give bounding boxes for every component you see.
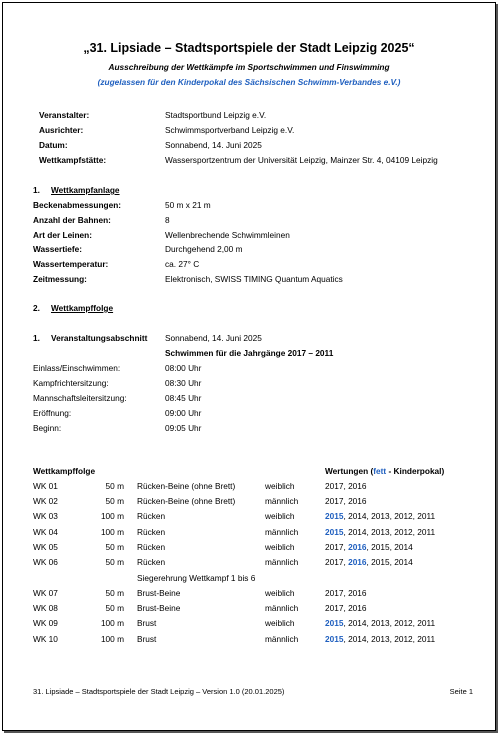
facility-label: Wassertemperatur:	[33, 259, 109, 269]
siegerehrung-row	[3, 573, 495, 586]
wk-header-label: Wettkampffolge	[33, 466, 96, 476]
wk-row	[3, 542, 495, 555]
facility-value: 50 m x 21 m	[165, 200, 211, 210]
facility-value: Wellenbrechende Schwimmleinen	[165, 230, 290, 240]
wk-row	[3, 634, 495, 647]
wertung-years: 2017, 2016	[325, 496, 367, 507]
wertung-years: 2017,	[325, 541, 349, 552]
facility-row	[3, 215, 495, 228]
wertung-years: , 2015, 2014	[366, 557, 413, 567]
wk-discipline: Rücken	[137, 541, 166, 552]
document-subtitle: Ausschreibung der Wettkämpfe im Sportschwimmen und Finswimming	[108, 62, 390, 72]
wk-header-row	[3, 466, 495, 479]
info-label: Veranstalter:	[39, 110, 90, 120]
wk-distance: 50 m	[105, 557, 124, 567]
facility-value: 8	[165, 215, 170, 225]
wk-wertungen	[325, 634, 435, 644]
wertungen-suffix: - Kinderpokal)	[386, 466, 445, 476]
wk-wertungen	[325, 496, 367, 506]
section-number: 2.	[33, 303, 40, 313]
wk-discipline: Rücken-Beine (ohne Brett)	[137, 496, 236, 507]
wk-row	[3, 527, 495, 540]
wertung-kinderpokal-year: 2015	[325, 526, 344, 537]
wk-wertungen	[325, 542, 413, 552]
time-label: Einlass/Einschwimmen:	[33, 363, 121, 373]
time-label: Beginn:	[33, 423, 62, 433]
wk-number: WK 02	[33, 496, 58, 507]
jahrgaenge-row	[3, 348, 495, 361]
wk-gender: männlich	[265, 496, 299, 507]
section-number: 1.	[33, 185, 40, 195]
abschnitt-number: 1.	[33, 333, 40, 343]
time-label: Kampfrichtersitzung:	[33, 378, 109, 388]
wertungen-prefix: Wertungen (	[325, 466, 374, 476]
section-title: Wettkampfanlage	[51, 185, 120, 195]
wk-number: WK 07	[33, 588, 58, 598]
wk-number: WK 03	[33, 511, 58, 522]
wertung-kinderpokal-year: 2016	[348, 541, 367, 552]
info-label: Datum:	[39, 140, 68, 150]
info-label: Ausrichter:	[39, 125, 84, 135]
wk-discipline: Rücken	[137, 511, 166, 522]
wk-gender: weiblich	[265, 588, 295, 598]
wertung-years: , 2015, 2014	[366, 541, 413, 552]
info-value: Stadtsportbund Leipzig e.V.	[165, 110, 267, 120]
wertungen-header	[325, 466, 444, 476]
wk-wertungen	[325, 557, 413, 567]
time-value: 09:05 Uhr	[165, 423, 202, 433]
wk-number: WK 10	[33, 633, 58, 644]
time-value: 08:00 Uhr	[165, 363, 202, 373]
wertung-years: 2017, 2016	[325, 603, 367, 614]
wk-distance: 50 m	[105, 481, 124, 491]
facility-value: ca. 27° C	[165, 259, 200, 269]
wk-gender: weiblich	[265, 541, 295, 552]
info-value: Sonnabend, 14. Juni 2025	[165, 140, 262, 150]
wk-number: WK 06	[33, 557, 58, 567]
section-heading-wettkampffolge	[33, 303, 113, 313]
wk-gender: männlich	[265, 633, 299, 644]
wertung-years: 2017, 2016	[325, 481, 367, 491]
wk-wertungen	[325, 527, 435, 537]
facility-row	[3, 274, 495, 287]
time-row	[3, 378, 495, 391]
wk-distance: 100 m	[100, 618, 124, 629]
abschnitt-date: Sonnabend, 14. Juni 2025	[165, 333, 262, 343]
time-value: 08:30 Uhr	[165, 378, 202, 388]
facility-row	[3, 230, 495, 243]
wk-wertungen	[325, 481, 367, 491]
wertung-years: 2017, 2016	[325, 588, 367, 598]
section-title: Wettkampffolge	[51, 303, 114, 313]
wk-gender: weiblich	[265, 481, 295, 491]
wk-gender: männlich	[265, 557, 299, 567]
wertung-kinderpokal-year: 2015	[325, 633, 344, 644]
footer-left: 31. Lipsiade – Stadtsportspiele der Stadt Leipzig – Version 1.0 (20.01.2025)	[33, 687, 285, 696]
time-row	[3, 423, 495, 436]
wk-discipline: Rücken-Beine (ohne Brett)	[137, 481, 236, 491]
siegerehrung-text: Siegerehrung Wettkampf 1 bis 6	[137, 573, 256, 583]
wk-distance: 100 m	[100, 526, 124, 537]
wertung-kinderpokal-year: 2015	[325, 511, 344, 522]
info-value: Wassersportzentrum der Universität Leipzig, Mainzer Str. 4, 04109 Leipzig	[165, 155, 438, 165]
wertung-years: , 2014, 2013, 2012, 2011	[343, 618, 436, 629]
wertung-years: 2017,	[325, 557, 349, 567]
info-label: Wettkampfstätte:	[39, 155, 107, 165]
info-row	[3, 155, 495, 168]
wk-row	[3, 557, 495, 570]
wk-discipline: Rücken	[137, 557, 166, 567]
wk-number: WK 09	[33, 618, 58, 629]
footer-page-number: Seite 1	[449, 687, 473, 696]
document-page	[2, 2, 496, 731]
info-row	[3, 140, 495, 153]
wk-discipline: Brust-Beine	[137, 603, 181, 614]
wk-distance: 50 m	[105, 588, 124, 598]
time-label: Mannschaftsleitersitzung:	[33, 393, 127, 403]
wk-distance: 100 m	[100, 511, 124, 522]
time-row	[3, 363, 495, 376]
wk-number: WK 04	[33, 526, 58, 537]
time-value: 09:00 Uhr	[165, 408, 202, 418]
wk-row	[3, 588, 495, 601]
wk-row	[3, 481, 495, 494]
wk-number: WK 05	[33, 541, 58, 552]
wk-distance: 50 m	[105, 603, 124, 614]
time-value: 08:45 Uhr	[165, 393, 202, 403]
wk-wertungen	[325, 603, 367, 613]
document-subtitle-blue: (zugelassen für den Kinderpokal des Sächsischen Schwimm-Verbandes e.V.)	[97, 77, 401, 87]
wk-gender: weiblich	[265, 511, 295, 522]
facility-row	[3, 200, 495, 213]
section-heading-wettkampfanlage	[33, 185, 120, 195]
wk-number: WK 08	[33, 603, 58, 614]
info-row	[3, 125, 495, 138]
wertung-kinderpokal-year: 2016	[348, 557, 367, 567]
wk-distance: 50 m	[105, 541, 124, 552]
facility-value: Elektronisch, SWISS TIMING Quantum Aquatics	[165, 274, 343, 284]
facility-label: Beckenabmessungen:	[33, 200, 122, 210]
wk-distance: 50 m	[105, 496, 124, 507]
facility-row	[3, 259, 495, 272]
wk-row	[3, 496, 495, 509]
wk-row	[3, 603, 495, 616]
wk-discipline: Brust	[137, 618, 157, 629]
wk-wertungen	[325, 511, 435, 521]
jahrgaenge-text: Schwimmen für die Jahrgänge 2017 – 2011	[165, 348, 334, 358]
facility-label: Art der Leinen:	[33, 230, 93, 240]
document-title: „31. Lipsiade – Stadtsportspiele der Stadt Leipzig 2025“	[83, 41, 415, 55]
wk-gender: männlich	[265, 603, 299, 614]
wk-wertungen	[325, 588, 367, 598]
wertungen-fett: fett	[373, 466, 387, 476]
wk-row	[3, 511, 495, 524]
info-value: Schwimmsportverband Leipzig e.V.	[165, 125, 295, 135]
wertung-kinderpokal-year: 2015	[325, 618, 344, 629]
wk-discipline: Brust-Beine	[137, 588, 181, 598]
facility-label: Wassertiefe:	[33, 244, 83, 254]
time-row	[3, 393, 495, 406]
time-row	[3, 408, 495, 421]
wk-distance: 100 m	[100, 633, 124, 644]
wertung-years: , 2014, 2013, 2012, 2011	[343, 633, 436, 644]
wertung-years: , 2014, 2013, 2012, 2011	[343, 526, 436, 537]
abschnitt-row	[3, 333, 495, 346]
wk-gender: weiblich	[265, 618, 295, 629]
info-row	[3, 110, 495, 123]
facility-value: Durchgehend 2,00 m	[165, 244, 243, 254]
wk-number: WK 01	[33, 481, 58, 491]
facility-row	[3, 244, 495, 257]
facility-label: Anzahl der Bahnen:	[33, 215, 111, 225]
wk-row	[3, 618, 495, 631]
wk-wertungen	[325, 618, 435, 628]
wertung-years: , 2014, 2013, 2012, 2011	[343, 511, 436, 522]
facility-label: Zeitmessung:	[33, 274, 87, 284]
wk-discipline: Rücken	[137, 526, 166, 537]
time-label: Eröffnung:	[33, 408, 72, 418]
wk-gender: männlich	[265, 526, 299, 537]
wk-discipline: Brust	[137, 633, 157, 644]
abschnitt-label: Veranstaltungsabschnitt	[51, 333, 148, 343]
